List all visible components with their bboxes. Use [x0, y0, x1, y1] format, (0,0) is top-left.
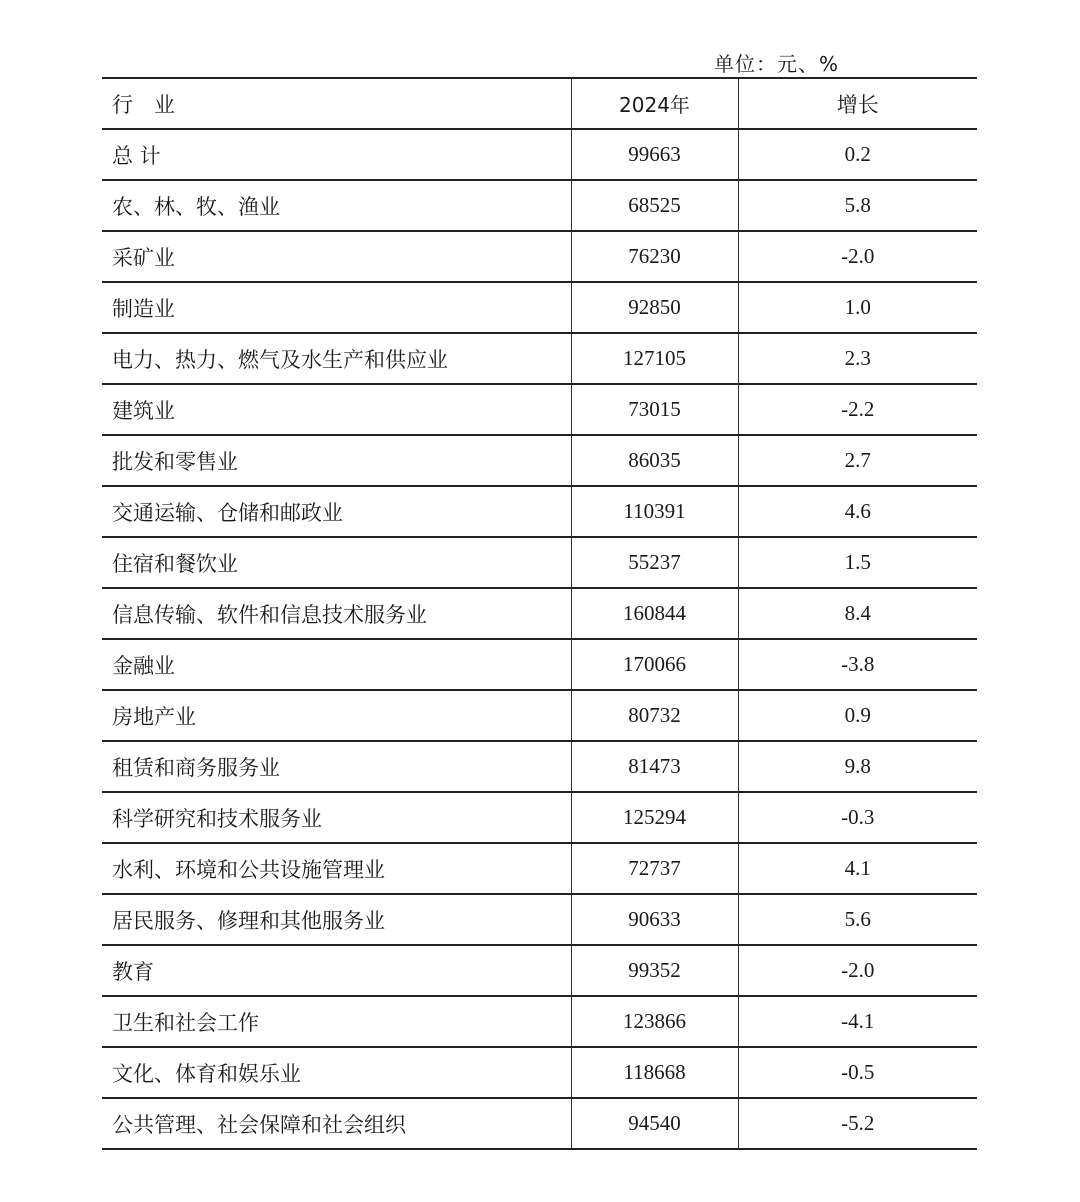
cell-growth: 4.6 [738, 486, 977, 537]
cell-value-2024: 68525 [571, 180, 738, 231]
table-row [102, 639, 977, 690]
cell-value-2024: 110391 [571, 486, 738, 537]
cell-value-2024: 80732 [571, 690, 738, 741]
header-growth: 增长 [738, 78, 977, 129]
cell-growth: -0.3 [738, 792, 977, 843]
cell-value-2024: 86035 [571, 435, 738, 486]
table-row [102, 537, 977, 588]
cell-value-2024: 123866 [571, 996, 738, 1047]
cell-industry: 文化、体育和娱乐业 [102, 1047, 571, 1098]
table-row [102, 435, 977, 486]
cell-growth: -2.0 [738, 945, 977, 996]
cell-value-2024: 170066 [571, 639, 738, 690]
cell-industry: 房地产业 [102, 690, 571, 741]
cell-value-2024: 73015 [571, 384, 738, 435]
cell-growth: -3.8 [738, 639, 977, 690]
cell-value-2024: 125294 [571, 792, 738, 843]
table-row [102, 894, 977, 945]
cell-industry: 采矿业 [102, 231, 571, 282]
table-row [102, 333, 977, 384]
cell-value-2024: 99352 [571, 945, 738, 996]
cell-industry: 教育 [102, 945, 571, 996]
cell-growth: 2.7 [738, 435, 977, 486]
cell-industry: 信息传输、软件和信息技术服务业 [102, 588, 571, 639]
table-row [102, 180, 977, 231]
cell-growth: 2.3 [738, 333, 977, 384]
header-industry: 行 业 [102, 78, 571, 129]
wage-table [102, 77, 977, 1150]
table-row [102, 486, 977, 537]
cell-value-2024: 55237 [571, 537, 738, 588]
cell-industry: 制造业 [102, 282, 571, 333]
cell-industry: 水利、环境和公共设施管理业 [102, 843, 571, 894]
cell-industry: 科学研究和技术服务业 [102, 792, 571, 843]
cell-value-2024: 94540 [571, 1098, 738, 1149]
table-row [102, 282, 977, 333]
table-row [102, 384, 977, 435]
cell-industry: 卫生和社会工作 [102, 996, 571, 1047]
cell-growth: -2.2 [738, 384, 977, 435]
header-year-2024: 2024年 [571, 78, 738, 129]
cell-industry: 居民服务、修理和其他服务业 [102, 894, 571, 945]
cell-growth: 1.5 [738, 537, 977, 588]
cell-industry: 电力、热力、燃气及水生产和供应业 [102, 333, 571, 384]
cell-growth: -4.1 [738, 996, 977, 1047]
table-row [102, 1098, 977, 1149]
table-header-row [102, 78, 977, 129]
table-row [102, 1047, 977, 1098]
cell-growth: 5.6 [738, 894, 977, 945]
cell-industry: 租赁和商务服务业 [102, 741, 571, 792]
cell-growth: 0.9 [738, 690, 977, 741]
table-row [102, 129, 977, 180]
cell-industry: 交通运输、仓储和邮政业 [102, 486, 571, 537]
cell-industry: 金融业 [102, 639, 571, 690]
cell-value-2024: 99663 [571, 129, 738, 180]
cell-value-2024: 81473 [571, 741, 738, 792]
cell-growth: 9.8 [738, 741, 977, 792]
table-row [102, 231, 977, 282]
cell-value-2024: 118668 [571, 1047, 738, 1098]
table-row [102, 741, 977, 792]
cell-industry: 总 计 [102, 129, 571, 180]
cell-growth: -2.0 [738, 231, 977, 282]
cell-value-2024: 76230 [571, 231, 738, 282]
cell-growth: -0.5 [738, 1047, 977, 1098]
table-row [102, 792, 977, 843]
cell-growth: 1.0 [738, 282, 977, 333]
cell-industry: 农、林、牧、渔业 [102, 180, 571, 231]
table-body [102, 129, 977, 1149]
table-row [102, 690, 977, 741]
cell-value-2024: 92850 [571, 282, 738, 333]
cell-industry: 公共管理、社会保障和社会组织 [102, 1098, 571, 1149]
cell-value-2024: 90633 [571, 894, 738, 945]
cell-growth: 4.1 [738, 843, 977, 894]
cell-growth: 8.4 [738, 588, 977, 639]
cell-growth: 0.2 [738, 129, 977, 180]
cell-value-2024: 160844 [571, 588, 738, 639]
cell-value-2024: 127105 [571, 333, 738, 384]
table-row [102, 843, 977, 894]
table-row [102, 945, 977, 996]
cell-value-2024: 72737 [571, 843, 738, 894]
cell-growth: 5.8 [738, 180, 977, 231]
cell-industry: 批发和零售业 [102, 435, 571, 486]
table-row [102, 996, 977, 1047]
cell-growth: -5.2 [738, 1098, 977, 1149]
unit-label: 单位：元、% [714, 52, 840, 76]
cell-industry: 住宿和餐饮业 [102, 537, 571, 588]
table-row [102, 588, 977, 639]
cell-industry: 建筑业 [102, 384, 571, 435]
